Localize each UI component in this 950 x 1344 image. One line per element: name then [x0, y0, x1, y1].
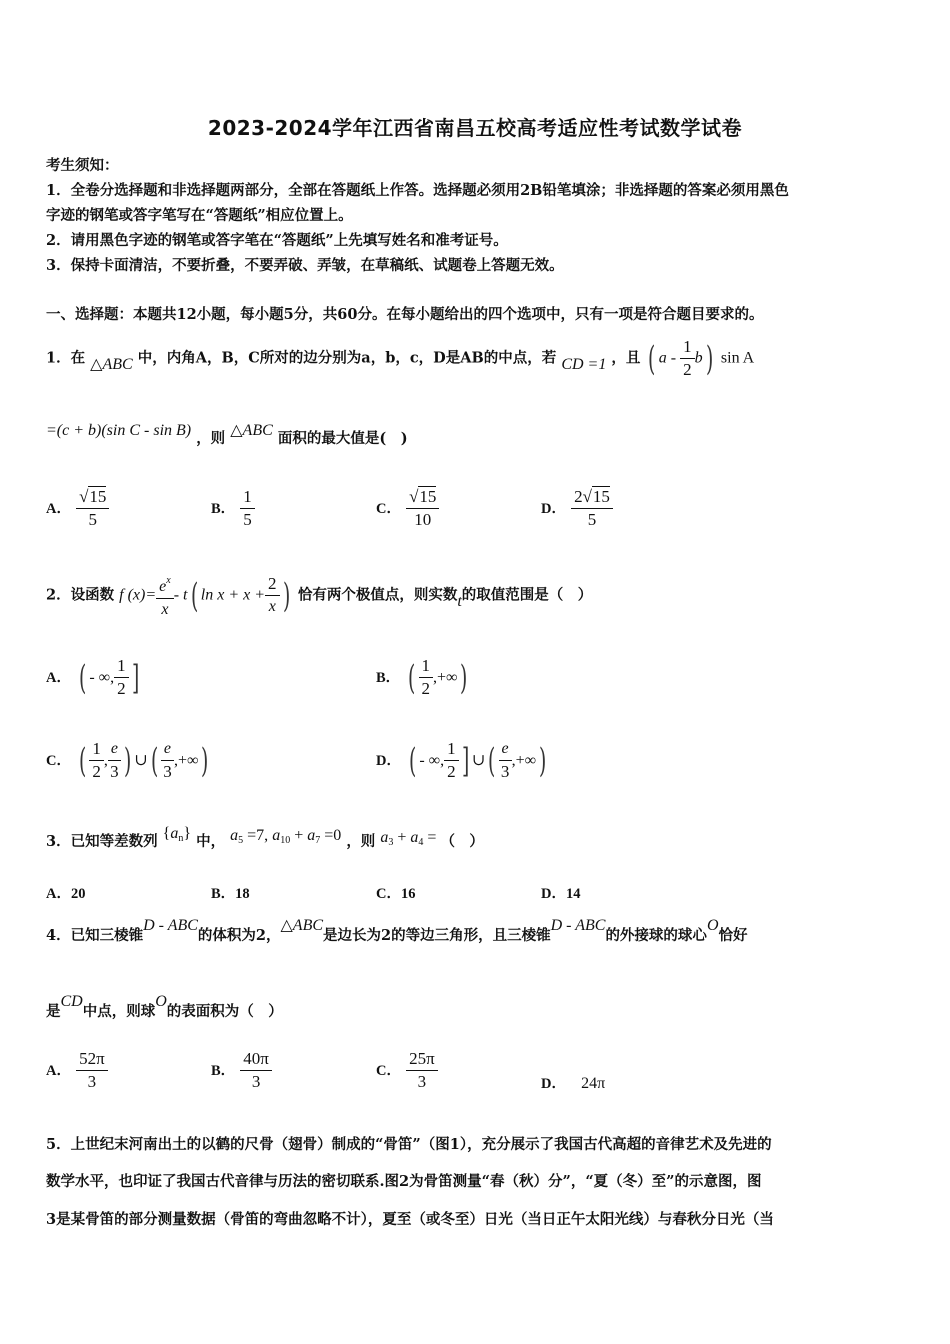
q4-text-1: 4．已知三棱锥: [46, 927, 144, 944]
q3-text-4: （ ）: [440, 833, 484, 850]
q2-tvar: t: [457, 592, 462, 610]
q2-a-num: 1: [114, 655, 129, 678]
q2-c-n1: 1: [89, 738, 104, 761]
q2-option-b[interactable]: [376, 655, 471, 700]
question-5-line-2: 数学水平，也印证了我国古代音律与历法的密切联系.图2为骨笛测量“春（秋）分”，“夏（冬）至”的示意图，图: [46, 1173, 762, 1190]
q2-a-rbracket: ]: [131, 657, 139, 698]
q2-x2: x: [268, 598, 276, 615]
q2-d-n2: e: [499, 738, 512, 761]
q4-text-7: 中点，则球: [82, 1003, 156, 1020]
q4-text-5: 恰好: [718, 927, 748, 944]
q1-left-paren: (: [648, 338, 656, 379]
q4-option-a-num: 52π: [76, 1048, 108, 1071]
q4-option-b-den: 3: [251, 1072, 261, 1091]
q1-option-c-label: C．: [376, 501, 401, 517]
q2-d-n1: 1: [444, 738, 459, 761]
q2-a-den: 2: [117, 679, 126, 698]
q4-o-1: O: [706, 917, 719, 934]
q2-c-lparen: (: [79, 740, 87, 781]
q1-option-d-radicand: 15: [592, 487, 610, 506]
q1-option-d[interactable]: [541, 486, 613, 531]
q1-option-d-label: D．: [541, 501, 566, 517]
question-1-line-2: [46, 422, 408, 448]
q2-d-left: - ∞,: [419, 752, 445, 769]
q1-option-d-coef: 2: [574, 487, 583, 506]
q2-a-frac: [114, 655, 129, 700]
q4-option-d[interactable]: [541, 1072, 605, 1093]
q2-text-3: 的取值范围是（ ）: [461, 586, 593, 604]
q2-c-cup: ∪: [134, 752, 148, 769]
q2-c-n2: e: [108, 738, 121, 761]
q4-text-8: 的表面积为（ ）: [166, 1003, 283, 1020]
q3-condition: $a_5 =7$, $a_{10} + a_7 =0$: [230, 827, 342, 846]
question-5-line-3: 3是某骨笛的部分测量数据（骨笛的弯曲忽略不计），夏至（或冬至）日光（当日正午太阳光线）与春秋分日光（当: [46, 1211, 774, 1228]
q4-option-a-label: A．: [46, 1063, 71, 1079]
q3-seq-a: a: [170, 825, 179, 842]
q2-b-num: 1: [419, 655, 434, 678]
q1-option-b-label: B．: [211, 501, 236, 517]
q4-option-d-value: 24π: [581, 1075, 606, 1092]
q2-d-rparen2: ): [539, 740, 547, 781]
q1-cond-fraction: [680, 336, 695, 381]
q4-text-4: 的外接球的球心: [605, 927, 707, 944]
q2-c-lparen2: (: [150, 740, 158, 781]
q1-option-d-den: 5: [587, 510, 597, 529]
q4-option-c-den: 3: [417, 1072, 427, 1091]
q2-d-frac2: [499, 738, 512, 783]
question-5-line-1: 5．上世纪末河南出土的以鹤的尺骨（翅骨）制成的“骨笛”（图1），充分展示了我国古代高超的音律艺术及先进的: [46, 1136, 772, 1153]
q2-d-rbracket: ]: [461, 740, 469, 781]
q4-option-b-label: B．: [211, 1063, 236, 1079]
q2-option-c[interactable]: C． ( $\frac{1}{2}$ , $\frac{e}{3}$ ) ∪( $\frac{e}{3}$ ,+∞): [46, 739, 209, 781]
q4-option-d-label: D．: [541, 1076, 566, 1092]
q2-b-den: 2: [421, 679, 431, 698]
q4-pyramid-1: D - ABC: [143, 917, 198, 934]
q4-text-3: 是边长为2的等边三角形，且三棱锥: [323, 927, 551, 944]
q2-d-lparen: (: [409, 740, 417, 781]
q2-d-d1: 2: [447, 762, 456, 781]
section-1-heading: 一、选择题：本题共12小题，每小题5分，共60分。在每小题给出的四个选项中，只有一项是符合题目要求的。: [46, 306, 764, 323]
q2-d-frac1: [444, 738, 459, 783]
q2-two: 2: [265, 573, 280, 596]
q1-option-a-radicand: 15: [89, 487, 107, 506]
notice-line-2: 2．请用黑色字迹的钢笔或答字笔在“答题纸”上先填写姓名和准考证号。: [46, 232, 508, 249]
q2-x-den: x: [161, 601, 169, 618]
q3-target: $a_3 + a_4$ =: [380, 829, 441, 848]
question-4-line-2: [46, 993, 283, 1021]
q4-pyramid-2: D - ABC: [550, 917, 606, 934]
q4-option-c-label: C．: [376, 1063, 401, 1079]
q2-minus-t: - t: [173, 586, 188, 604]
q4-option-a-fraction: [76, 1048, 108, 1093]
q2-b-rparen: ): [460, 657, 468, 698]
q3-sequence: $\{a_n\}$: [162, 825, 192, 844]
q4-option-a-den: 3: [87, 1072, 97, 1091]
q1-option-a-num: √15: [76, 486, 109, 509]
q1-right-paren: ): [705, 338, 713, 379]
q1-triangle: △ABC: [90, 355, 133, 373]
question-1-line-1: [46, 336, 754, 381]
question-3-line: [46, 825, 484, 852]
question-4-line-1: [46, 917, 748, 945]
q3-option-d[interactable]: D．14: [541, 886, 581, 902]
q1-option-c-den: 10: [414, 510, 432, 529]
q2-c-d2: 3: [110, 762, 119, 781]
q2-text-1: 2．设函数: [46, 586, 115, 604]
q2-e: e: [159, 578, 167, 595]
notice-heading: 考生须知：: [46, 157, 119, 174]
notice-line-1: 1．全卷分选择题和非选择题两部分，全部在答题纸上作答。选择题必须用2B铅笔填涂；非选择题的答案必须用黑色: [46, 182, 789, 199]
q2-option-d-label: D．: [376, 753, 401, 769]
q2-d-cup: ∪: [471, 752, 486, 769]
q2-fx: f (x)=: [119, 586, 157, 604]
page-title: 2023-2024学年江西省南昌五校高考适应性考试数学试卷: [207, 116, 743, 140]
q1-option-b-num: 1: [240, 486, 255, 509]
q2-c-frac1: [89, 738, 104, 783]
q1-option-b-fraction: [240, 486, 255, 531]
q2-d-lparen2: (: [488, 740, 496, 781]
q1-option-b-den: 5: [243, 510, 252, 529]
q4-option-c-num: 25π: [406, 1048, 438, 1071]
q2-left-paren: (: [190, 575, 198, 616]
q1-text-3: ，且: [611, 349, 641, 367]
q2-c-rparen: ): [123, 740, 132, 781]
q2-c-d3: 3: [163, 762, 172, 781]
q2-option-a[interactable]: [46, 655, 142, 700]
q4-option-b-num: 40π: [240, 1048, 272, 1071]
q2-b-right: ,+∞: [433, 669, 458, 686]
q4-o-2: O: [155, 993, 167, 1010]
q1-option-a-label: A．: [46, 501, 71, 517]
q1-option-c[interactable]: [376, 486, 439, 531]
q3-option-c[interactable]: C．16: [376, 886, 416, 902]
q2-c-frac2: [108, 738, 121, 783]
q1-cd-equals: CD =1: [561, 355, 607, 373]
q1-option-a-den: 5: [88, 510, 97, 529]
q3-text-1: 3．已知等差数列: [46, 833, 158, 850]
q1-text-1: 1．在: [46, 349, 86, 367]
q1-cond-frac-num: 1: [680, 336, 695, 359]
q4-text-6: 是: [46, 1003, 61, 1020]
q1-option-c-num: √15: [406, 486, 439, 509]
q1-triangle-2: △ABC: [230, 422, 273, 439]
q1-option-c-fraction: [406, 486, 439, 531]
q2-two-over-x: [265, 573, 280, 618]
q1-option-a-fraction: [76, 486, 109, 531]
q2-e-sup: x: [166, 575, 171, 586]
q2-c-frac3: [161, 738, 174, 783]
q2-inner: ln x + x +: [200, 586, 266, 604]
q3-option-a[interactable]: A．20: [46, 886, 86, 902]
q2-option-b-label: B．: [376, 670, 401, 686]
q2-b-frac: [419, 655, 434, 700]
q2-text-2: 恰有两个极值点，则实数: [297, 586, 458, 604]
q2-a-lparen: (: [79, 657, 87, 698]
q1-cond-b: b: [694, 349, 703, 367]
q2-ex-num: [156, 570, 174, 599]
q2-d-d2: 3: [500, 762, 510, 781]
q2-c-d1: 2: [92, 762, 101, 781]
q4-option-c-fraction: [406, 1048, 438, 1093]
q2-d-right: ,+∞: [511, 752, 537, 769]
q4-option-b-fraction: [240, 1048, 272, 1093]
q1-text-5: 面积的最大值是( ): [277, 430, 408, 447]
notice-line-3: 3．保持卡面清洁，不要折叠，不要弄破、弄皱，在草稿纸、试题卷上答题无效。: [46, 257, 564, 274]
q1-text-2: 中，内角A，B，C所对的边分别为a，b，c，D是AB的中点，若: [137, 349, 557, 367]
q1-option-d-num: 2√15: [571, 486, 613, 509]
q1-option-c-radicand: 15: [419, 487, 437, 506]
q2-ex-fraction: [156, 570, 174, 621]
q1-cond-sin: sin A: [720, 349, 755, 367]
q2-a-left: - ∞,: [89, 669, 115, 686]
q1-option-a[interactable]: [46, 486, 109, 531]
q1-cond-frac-den: 2: [683, 360, 692, 379]
q4-option-c[interactable]: [376, 1048, 438, 1093]
q1-option-b[interactable]: [211, 486, 255, 531]
notice-line-1b: 字迹的钢笔或答字笔写在“答题纸”相应位置上。: [46, 207, 353, 224]
q4-text-2: 的体积为2，: [197, 927, 281, 944]
q3-text-3: ，则: [346, 833, 376, 850]
q1-cond-a: a -: [658, 349, 681, 367]
q1-option-d-fraction: [571, 486, 613, 531]
q2-c-n3: e: [161, 738, 174, 761]
q2-option-a-label: A．: [46, 670, 71, 686]
q2-option-c-label: C．: [46, 753, 71, 769]
q3-text-2: 中，: [196, 833, 226, 850]
q4-option-b[interactable]: [211, 1048, 272, 1093]
q1-line2-expr: =(c + b)(sin C - sin B): [46, 422, 192, 439]
q3-option-b[interactable]: B．18: [211, 886, 250, 902]
q2-c-rparen2: ): [201, 740, 209, 781]
q2-b-lparen: (: [408, 657, 416, 698]
q4-option-a[interactable]: [46, 1048, 108, 1093]
q1-text-4: ，则: [196, 430, 226, 447]
q2-right-paren: ): [282, 575, 290, 616]
question-2-line: [46, 570, 592, 621]
q4-cd: CD: [60, 993, 83, 1010]
q2-c-right: ,+∞: [174, 752, 199, 769]
q3-seq-sub: n: [178, 833, 184, 844]
q2-option-d[interactable]: [376, 738, 549, 783]
q4-triangle: △ABC: [280, 917, 324, 934]
